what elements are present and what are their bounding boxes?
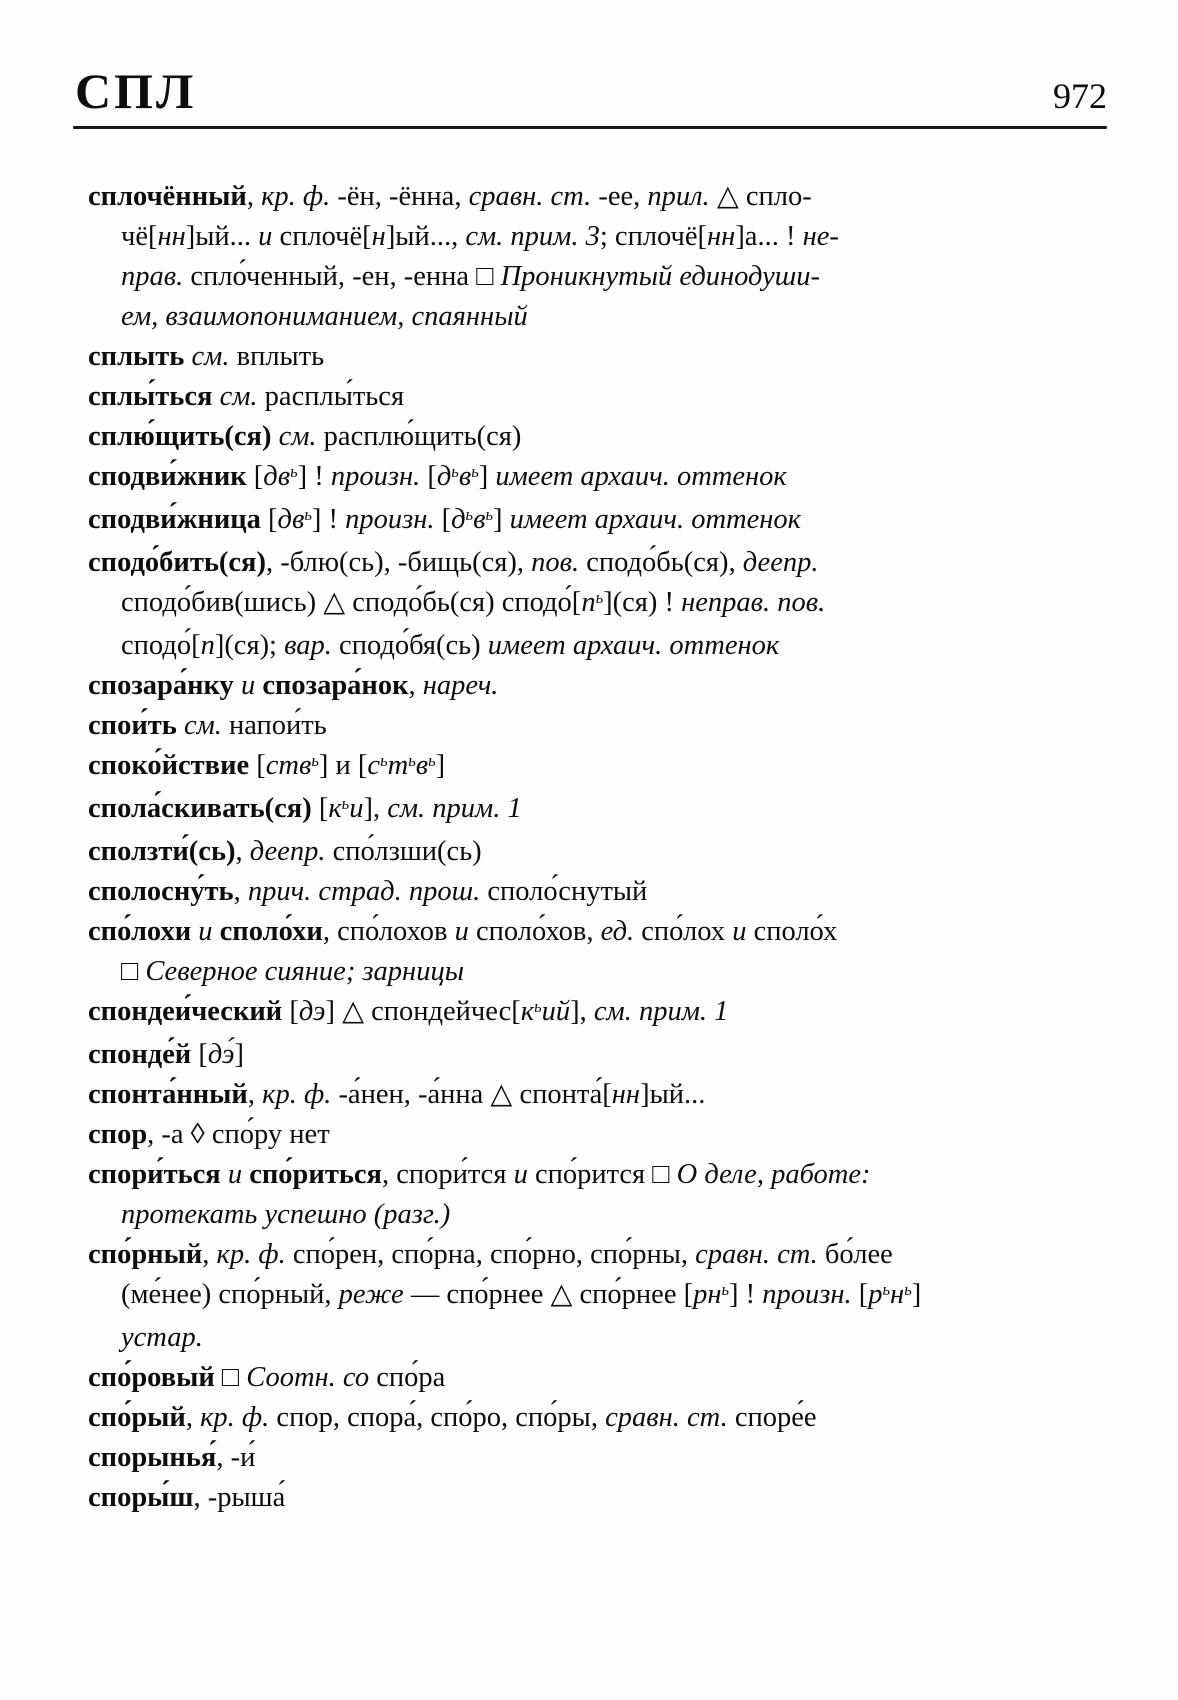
text-run: сплочё[ xyxy=(272,221,372,252)
dictionary-entry xyxy=(88,1115,1114,1155)
text-run: ], xyxy=(363,793,388,824)
text-run: [ xyxy=(260,504,278,535)
dictionary-entry xyxy=(88,1398,1114,1438)
grammar-label: см. прим. 1 xyxy=(593,996,729,1027)
text-run: -а́нен, -а́нна △ спонта́[ xyxy=(331,1079,612,1110)
grammar-label: кр. ф. xyxy=(261,181,331,212)
grammar-label: нн xyxy=(157,221,186,252)
header-divider xyxy=(73,126,1107,129)
headword: спо́ровый xyxy=(88,1362,215,1393)
grammar-label: кр. ф. xyxy=(262,1079,332,1110)
grammar-label: дв xyxy=(277,504,305,535)
grammar-label: н xyxy=(890,1279,905,1310)
text-run: [ xyxy=(249,750,266,781)
text-run: , xyxy=(246,181,262,212)
grammar-label: и xyxy=(349,793,364,824)
dictionary-entry xyxy=(88,1075,1114,1115)
text-run: , -и́ xyxy=(216,1442,256,1473)
headword: сподо́бить(ся) xyxy=(88,547,266,578)
grammar-label: см. прим. 1 xyxy=(387,793,522,824)
headword: спори́ться xyxy=(88,1159,221,1190)
grammar-label: ем, взаимопониманием, спаянный xyxy=(121,301,528,332)
text-run: спор, спора́, спо́ро, спо́ры, xyxy=(269,1402,606,1433)
text-run: ](ся) ! xyxy=(603,587,682,618)
grammar-label: к xyxy=(328,793,342,824)
superscript-soft-sign: ь xyxy=(304,504,312,524)
grammar-label: протекать успешно (разг.) xyxy=(121,1199,451,1230)
text-run: ] xyxy=(911,1279,922,1310)
text-run: ] ! xyxy=(729,1279,763,1310)
grammar-label: дэ́ xyxy=(207,1039,235,1070)
text-run: споло́хов, xyxy=(468,916,601,947)
text-run: ] △ спондейчес[ xyxy=(325,996,521,1027)
text-run: ], xyxy=(570,996,594,1027)
grammar-label: см. xyxy=(278,421,317,452)
grammar-label: произн. xyxy=(345,504,435,535)
superscript-soft-sign: ь xyxy=(408,750,416,770)
text-run: , -рыша́ xyxy=(193,1482,286,1513)
grammar-label: п xyxy=(581,587,596,618)
superscript-soft-sign: ь xyxy=(904,1279,912,1299)
superscript-soft-sign: ь xyxy=(465,504,474,524)
text-run: спо́лзши(сь) xyxy=(325,836,482,867)
dictionary-entry xyxy=(88,417,1114,457)
grammar-label: д xyxy=(436,461,452,492)
text-run: , спори́тся xyxy=(381,1159,514,1190)
grammar-label: ств xyxy=(265,750,312,781)
grammar-label: не- xyxy=(802,221,839,252)
superscript-soft-sign: ь xyxy=(534,996,542,1016)
grammar-label: и xyxy=(732,916,747,947)
text-run: спо́лох xyxy=(634,916,733,947)
grammar-label: п xyxy=(200,630,215,661)
headword: споло́хи xyxy=(219,916,323,947)
text-run: вплыть xyxy=(229,341,325,372)
text-run xyxy=(221,1159,228,1190)
dictionary-entry xyxy=(88,706,1114,746)
headword: сполосну́ть xyxy=(88,876,234,907)
text-run: ]ый... xyxy=(185,221,259,252)
grammar-label: и xyxy=(240,670,256,701)
text-run: сподо́бь(ся), xyxy=(579,547,743,578)
grammar-label: рн xyxy=(693,1279,722,1310)
text-run: напои́ть xyxy=(221,710,327,741)
grammar-label: и xyxy=(198,916,213,947)
text-run: , -а ◊ спо́ру нет xyxy=(147,1119,330,1150)
text-run: □ xyxy=(121,956,146,987)
text-run: -ее, xyxy=(591,181,648,212)
headword: спо́риться xyxy=(249,1159,382,1190)
text-run xyxy=(271,421,278,452)
grammar-label: деепр. xyxy=(742,547,819,578)
grammar-label: см. прим. 3 xyxy=(465,221,600,252)
superscript-soft-sign: ь xyxy=(290,461,298,481)
text-run: споре́е xyxy=(727,1402,817,1433)
grammar-label: и xyxy=(227,1159,243,1190)
text-run: спло́ченный, -ен, -енна □ xyxy=(183,261,501,292)
text-run: ]ый... xyxy=(640,1079,706,1110)
dictionary-entry xyxy=(88,177,1114,337)
text-run: , -блю(сь), -бищь(ся), xyxy=(265,547,532,578)
grammar-label: в xyxy=(458,461,472,492)
headword: сплы́ться xyxy=(88,381,213,412)
headword: сползти́(сь) xyxy=(88,836,236,867)
text-run: сподо́[ xyxy=(121,630,201,661)
section-label: СПЛ xyxy=(75,63,197,119)
grammar-label: сравн. ст. xyxy=(605,1402,728,1433)
text-run xyxy=(213,916,220,947)
grammar-label: т xyxy=(387,750,409,781)
grammar-label: произн. xyxy=(330,461,421,492)
text-run: , xyxy=(233,876,248,907)
text-run: △ спло- xyxy=(709,181,812,212)
grammar-label: р xyxy=(868,1279,883,1310)
headword: спондеи́ческий xyxy=(88,996,283,1027)
dictionary-entry xyxy=(88,992,1114,1035)
superscript-soft-sign: ь xyxy=(882,1279,891,1299)
dictionary-entry xyxy=(88,1235,1114,1358)
superscript-soft-sign: ь xyxy=(721,1279,730,1299)
headword: спонта́нный xyxy=(88,1079,248,1110)
grammar-label: кр. ф. xyxy=(200,1402,270,1433)
dictionary-entry xyxy=(88,1358,1114,1398)
text-run: ; сплочё[ xyxy=(599,221,708,252)
text-run: , xyxy=(202,1239,217,1270)
text-run: , xyxy=(235,836,250,867)
entries-list xyxy=(88,177,1114,1518)
text-run: -ён, -ённа, xyxy=(330,181,469,212)
grammar-label: нн xyxy=(707,221,736,252)
page-header xyxy=(75,63,1107,119)
grammar-label: устар. xyxy=(121,1322,203,1353)
text-run: , xyxy=(185,1402,201,1433)
headword: спор xyxy=(88,1119,148,1150)
headword: сплочённый xyxy=(88,181,247,212)
headword: сплю́щить(ся) xyxy=(88,421,272,452)
headword: споры́ш xyxy=(88,1482,194,1513)
dictionary-entry xyxy=(88,1155,1114,1235)
text-run: расплю́щить(ся) xyxy=(316,421,522,452)
dictionary-entry xyxy=(88,789,1114,832)
dictionary-entry xyxy=(88,1478,1114,1518)
text-run: ] ! xyxy=(311,504,346,535)
grammar-label: к xyxy=(520,996,535,1027)
dictionary-entry xyxy=(88,543,1114,666)
text-run: споло́снутый xyxy=(480,876,648,907)
grammar-label: прав. xyxy=(121,261,184,292)
headword: спо́рный xyxy=(88,1239,203,1270)
superscript-soft-sign: ь xyxy=(311,750,319,770)
grammar-label: см. xyxy=(191,341,230,372)
headword: спозара́нку xyxy=(88,670,234,701)
grammar-label: сравн. ст. xyxy=(468,181,592,212)
text-run: ] xyxy=(435,750,446,781)
grammar-label: О деле, работе: xyxy=(676,1159,871,1190)
dictionary-entry xyxy=(88,1035,1114,1075)
text-run xyxy=(212,381,219,412)
grammar-label: сравн. ст. xyxy=(695,1239,818,1270)
headword: сплыть xyxy=(88,341,185,372)
dictionary-entry xyxy=(88,872,1114,912)
text-run: ] xyxy=(492,504,510,535)
headword: споко́йствие xyxy=(88,750,250,781)
text-run: ] xyxy=(234,1039,244,1070)
superscript-soft-sign: ь xyxy=(428,750,436,770)
headword: спола́скивать(ся) xyxy=(88,793,312,824)
grammar-label: и xyxy=(513,1159,528,1190)
text-run: споло́х xyxy=(746,916,838,947)
grammar-label: Северное сияние; зарницы xyxy=(145,956,464,987)
dictionary-entry xyxy=(88,457,1114,500)
text-run: , xyxy=(408,670,423,701)
headword: сподви́жница xyxy=(88,504,261,535)
grammar-label: реже xyxy=(338,1279,404,1310)
grammar-label: в xyxy=(415,750,429,781)
superscript-soft-sign: ь xyxy=(471,461,479,481)
dictionary-entry xyxy=(88,666,1114,706)
text-run: [ xyxy=(311,793,329,824)
grammar-label: см. xyxy=(183,710,222,741)
grammar-label: н xyxy=(371,221,386,252)
grammar-label: прич. страд. прош. xyxy=(247,876,481,907)
grammar-label: дв xyxy=(263,461,291,492)
grammar-label: с xyxy=(367,750,381,781)
headword: спорынья́ xyxy=(88,1442,217,1473)
superscript-soft-sign: ь xyxy=(485,504,493,524)
dictionary-entry xyxy=(88,377,1114,417)
text-run: ] ! xyxy=(297,461,331,492)
text-run: ]а... ! xyxy=(735,221,803,252)
dictionary-entry xyxy=(88,832,1114,872)
grammar-label: прил. xyxy=(647,181,710,212)
text-run: [ xyxy=(434,504,452,535)
grammar-label: и xyxy=(454,916,469,947)
headword: спо́лохи xyxy=(88,916,192,947)
text-run: — спо́рнее △ спо́рнее [ xyxy=(403,1279,694,1310)
text-run: спо́рен, спо́рна, спо́рно, спо́рны, xyxy=(285,1239,696,1270)
text-run: ]ый..., xyxy=(385,221,466,252)
dictionary-entry xyxy=(88,912,1114,992)
headword: спои́ть xyxy=(88,710,177,741)
text-run: [ xyxy=(282,996,299,1027)
grammar-label: неправ. пов. xyxy=(681,587,826,618)
grammar-label: ий xyxy=(541,996,571,1027)
headword: спо́рый xyxy=(88,1402,186,1433)
headword: сподви́жник xyxy=(88,461,247,492)
text-run: сподо́бив(шись) △ сподо́бь(ся) сподо́[ xyxy=(121,587,582,618)
text-run: [ xyxy=(851,1279,869,1310)
text-run: ] xyxy=(478,461,496,492)
grammar-label: д xyxy=(451,504,466,535)
text-run: , xyxy=(247,1079,263,1110)
grammar-label: кр. ф. xyxy=(216,1239,286,1270)
grammar-label: имеет архаич. оттенок xyxy=(509,504,802,535)
dictionary-entry xyxy=(88,337,1114,377)
grammar-label: дэ xyxy=(298,996,326,1027)
grammar-label: ед. xyxy=(600,916,635,947)
grammar-label: нареч. xyxy=(422,670,499,701)
text-run: спо́рится □ xyxy=(527,1159,677,1190)
superscript-soft-sign: ь xyxy=(341,793,350,813)
grammar-label: и xyxy=(258,221,273,252)
grammar-label: имеет архаич. оттенок xyxy=(487,630,780,661)
text-run xyxy=(184,341,191,372)
headword: спозара́нок xyxy=(262,670,409,701)
text-run: ] и [ xyxy=(318,750,368,781)
grammar-label: вар. xyxy=(284,630,332,661)
headword: спонде́й xyxy=(88,1039,192,1070)
text-run: бо́лее xyxy=(817,1239,893,1270)
superscript-soft-sign: ь xyxy=(380,750,388,770)
grammar-label: Проникнутый единодуши- xyxy=(500,261,820,292)
dictionary-entry xyxy=(88,500,1114,543)
text-run: [ xyxy=(246,461,264,492)
text-run: , спо́лохов xyxy=(322,916,455,947)
grammar-label: Соотн. со xyxy=(246,1362,370,1393)
superscript-soft-sign: ь xyxy=(595,587,604,607)
grammar-label: имеет архаич. оттенок xyxy=(495,461,787,492)
grammar-label: нн xyxy=(611,1079,641,1110)
text-run: расплы́ться xyxy=(257,381,405,412)
text-run: [ xyxy=(420,461,437,492)
grammar-label: см. xyxy=(219,381,258,412)
superscript-soft-sign: ь xyxy=(451,461,459,481)
dictionary-entry xyxy=(88,746,1114,789)
text-run xyxy=(177,710,184,741)
text-run: (ме́нее) спо́рный, xyxy=(121,1279,339,1310)
text-run: спо́ра xyxy=(369,1362,446,1393)
text-run: сподо́бя(сь) xyxy=(331,630,488,661)
grammar-label: произн. xyxy=(762,1279,852,1310)
text-run: ](ся); xyxy=(214,630,285,661)
grammar-label: в xyxy=(473,504,486,535)
text-run xyxy=(234,670,241,701)
grammar-label: пов. xyxy=(531,547,580,578)
text-run: □ xyxy=(214,1362,247,1393)
dictionary-entry xyxy=(88,1438,1114,1478)
page-number: 972 xyxy=(1053,76,1107,116)
text-run: [ xyxy=(191,1039,208,1070)
text-run: чё[ xyxy=(121,221,158,252)
grammar-label: деепр. xyxy=(249,836,326,867)
